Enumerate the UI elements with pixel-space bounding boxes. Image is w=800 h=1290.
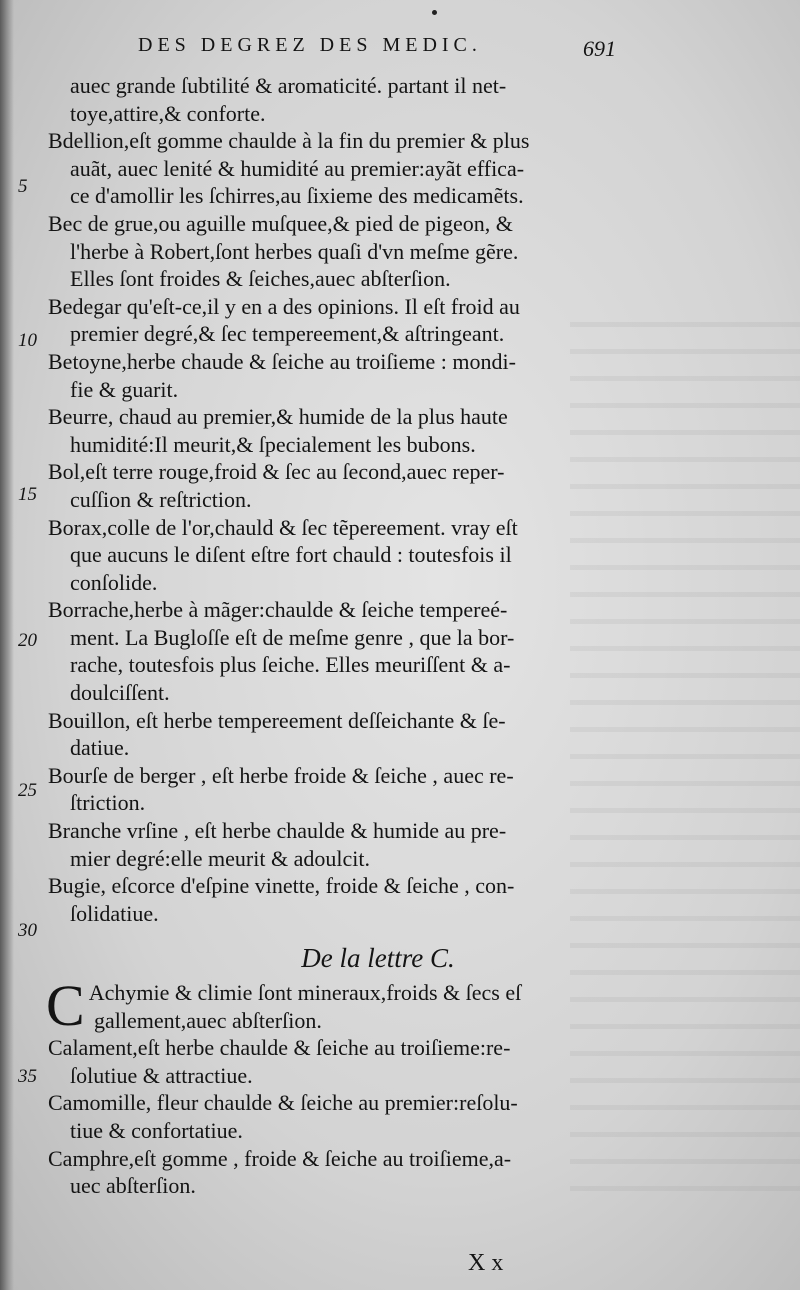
entry-borax [48, 514, 628, 597]
text-line: mier degré:elle meurit & adoulcit. [70, 845, 370, 871]
text-line: gallement,auec abſterſion. [94, 1007, 322, 1033]
entry-bugie [48, 872, 628, 927]
text-line: Bourſe de berger , eſt herbe froide & ſeiche , auec re- [48, 762, 514, 788]
text-line: Borax,colle de l'or,chauld & ſec tẽpereement. vray eſt [48, 514, 518, 540]
text-line: Branche vrſine , eſt herbe chaulde & humide au pre- [48, 818, 507, 844]
text-line: Camphre,eſt gomme , froide & ſeiche au troiſieme,a- [48, 1145, 512, 1171]
running-head: DES DEGREZ DES MEDIC. [138, 34, 482, 56]
entry-betoyne [48, 348, 628, 403]
text-line: humidité:Il meurit,& ſpecialement les bubons. [70, 431, 476, 457]
line-number-20: 20 [18, 630, 37, 651]
entry-bourse-de-berger [48, 762, 628, 817]
text-line: Calament,eſt herbe chaulde & ſeiche au troiſieme:re- [48, 1035, 511, 1061]
text-line: conſolide. [70, 569, 158, 595]
entry-camphre [48, 1145, 628, 1200]
line-number-15: 15 [18, 484, 37, 505]
text-line: toye,attire,& conforte. [70, 100, 266, 126]
text-line: Bedegar qu'eſt-ce,il y en a des opinions. Il eſt froid au [48, 293, 520, 319]
line-number-30: 30 [18, 920, 37, 941]
page-gutter-shadow [0, 0, 14, 1290]
text-line: Bec de grue,ou aguille muſquee,& pied de pigeon, & [48, 210, 513, 236]
entry-bouillon [48, 707, 628, 762]
line-number-25: 25 [18, 780, 37, 801]
text-line: Bol,eſt terre rouge,froid & ſec au ſecond,auec reper- [48, 459, 505, 485]
ink-dot [432, 10, 437, 15]
text-line: ſtriction. [70, 790, 146, 816]
text-line: ce d'amollir les ſchirres,au ſixieme des medicamẽts. [70, 183, 524, 209]
text-line: Borrache,herbe à mãger:chaulde & ſeiche tempereé- [48, 597, 508, 623]
entry-branche-vrsine [48, 817, 628, 872]
text-line: que aucuns le diſent eſtre fort chauld : toutesfois il [70, 542, 512, 568]
text-line: l'herbe à Robert,ſont herbes quaſi d'vn meſme gẽre. [70, 238, 519, 264]
signature-mark: Xx [468, 1250, 510, 1276]
text-line: Camomille, fleur chaulde & ſeiche au premier:reſolu- [48, 1090, 518, 1116]
entry-borrache [48, 596, 628, 706]
line-number-10: 10 [18, 330, 37, 351]
text-line: ment. La Bugloſſe eſt de meſme genre , que la bor- [70, 624, 515, 650]
text-line: Elles ſont froides & ſeiches,auec abſterſion. [70, 266, 451, 292]
entry-calament [48, 1034, 628, 1089]
text-line: Betoyne,herbe chaude & ſeiche au troiſieme : mondi- [48, 348, 516, 374]
text-line: fie & guarit. [70, 376, 179, 402]
text-line: Beurre, chaud au premier,& humide de la plus haute [48, 404, 508, 430]
entry-bec-de-grue [48, 210, 628, 293]
text-line: Bouillon, eſt herbe tempereement deſſeichante & ſe- [48, 707, 506, 733]
line-number-35: 35 [18, 1066, 37, 1087]
entry-beurre [48, 403, 628, 458]
text-line: Achymie & climie ſont mineraux,froids & ſecs eſ [88, 980, 522, 1005]
text-line: premier degré,& ſec tempereement,& aſtringeant. [70, 321, 505, 347]
text-line: auec grande ſubtilité & aromaticité. partant il net- [70, 73, 507, 98]
entry-bedegar [48, 293, 628, 348]
text-line: doulciſſent. [70, 680, 170, 706]
entry-bol [48, 458, 628, 513]
text-line: auãt, auec lenité & humidité au premier:ayãt effica- [70, 155, 525, 181]
page-number: 691 [583, 36, 616, 61]
entry-continuation [48, 72, 628, 127]
text-line: cuſſion & reſtriction. [70, 486, 252, 512]
entry-bdellion [48, 127, 628, 210]
text-line: Bugie, eſcorce d'eſpine vinette, froide & ſeiche , con- [48, 873, 515, 899]
entry-cachymie [46, 973, 628, 1038]
text-line: tiue & confortatiue. [70, 1117, 243, 1143]
text-line: datiue. [70, 735, 130, 761]
text-line: rache, toutesfois plus ſeiche. Elles meuriſſent & a- [70, 652, 511, 678]
page-body [48, 72, 628, 1200]
section-heading: De la lettre C. [301, 943, 455, 974]
line-number-5: 5 [18, 176, 28, 197]
text-line: ſolidatiue. [70, 900, 159, 926]
text-line: uec abſterſion. [70, 1173, 196, 1199]
drop-cap: C [46, 973, 85, 1038]
text-line: Bdellion,eſt gomme chaulde à la fin du premier & plus [48, 128, 530, 154]
entry-camomille [48, 1089, 628, 1144]
text-line: ſolutiue & attractiue. [70, 1062, 253, 1088]
